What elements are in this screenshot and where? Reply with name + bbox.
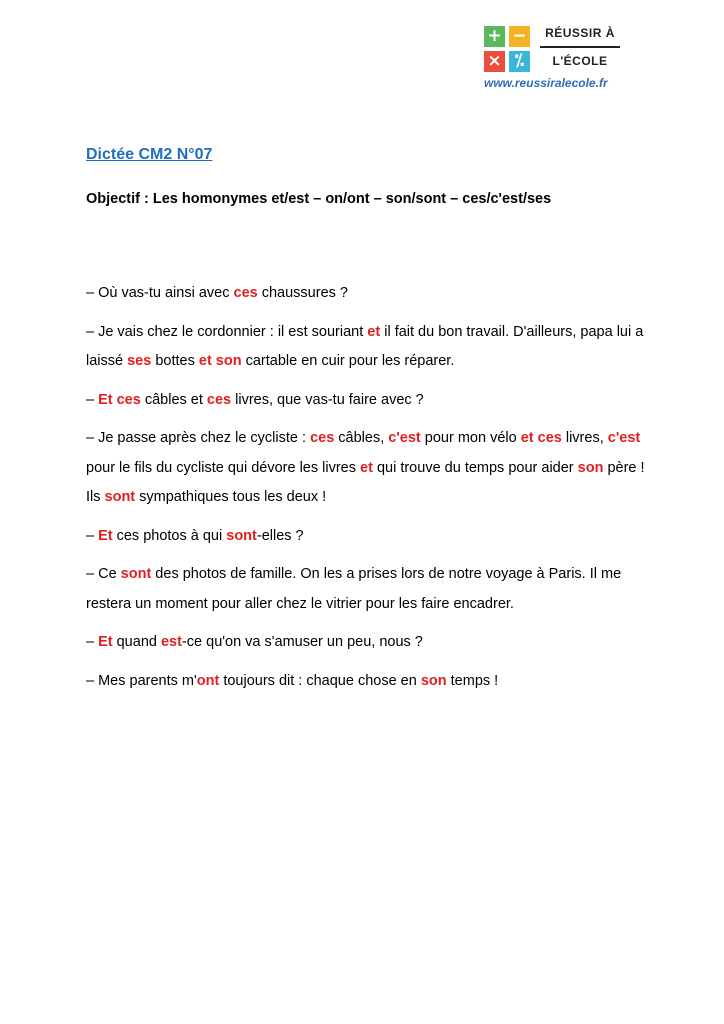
homonym-highlight: et ces <box>520 430 562 446</box>
homonym-highlight: et <box>360 459 373 476</box>
homonym-highlight: c'est <box>607 430 641 446</box>
dictation-paragraph <box>86 628 646 658</box>
text-segment: il fait du bon travail. D'ailleurs, papa lui a laissé <box>86 323 644 369</box>
site-logo <box>484 24 644 96</box>
logo-grid <box>484 26 530 72</box>
text-segment: – <box>86 391 99 408</box>
homonym-highlight: ont <box>196 672 220 689</box>
homonym-highlight: Et <box>98 527 113 544</box>
homonym-highlight: ces <box>233 285 258 301</box>
minus-icon: − <box>509 26 530 47</box>
homonym-highlight: son <box>577 459 604 476</box>
dictation-paragraph <box>86 279 646 309</box>
dictation-paragraph <box>86 318 646 377</box>
text-segment: pour mon vélo <box>420 430 521 446</box>
text-segment: ces photos à qui <box>112 527 227 544</box>
homonym-highlight: sont <box>120 566 152 582</box>
text-segment: sympathiques tous les deux ! <box>135 489 327 505</box>
text-segment: – Je passe après chez le cycliste : <box>86 430 311 446</box>
homonym-highlight: et <box>367 323 381 340</box>
text-segment: des photos de famille. On les a prises lors de notre voyage à Paris. Il me restera un moment pour aller chez le vitrier pour les faire encadrer. <box>86 566 622 612</box>
dictation-paragraph <box>86 667 646 697</box>
logo-url[interactable]: www.reussiralecole.fr <box>484 76 608 90</box>
homonym-highlight: et son <box>198 353 242 369</box>
homonym-highlight: est <box>160 634 182 650</box>
homonym-highlight: c'est <box>388 430 421 446</box>
logo-line-2: L'ÉCOLE <box>552 54 608 68</box>
text-segment: câbles, <box>334 430 389 446</box>
text-segment: cartable en cuir pour les réparer. <box>241 353 455 369</box>
text-segment: quand <box>112 634 161 650</box>
text-segment: – Mes parents m' <box>86 672 197 689</box>
text-segment: – Ce <box>86 566 121 582</box>
text-segment: -elles ? <box>256 527 304 544</box>
homonym-highlight: Et ces <box>98 391 141 408</box>
percent-icon: ⁒ <box>509 51 530 72</box>
text-segment: père ! Ils <box>86 459 645 505</box>
text-segment: livres, <box>561 430 608 446</box>
text-segment: chaussures ? <box>257 285 348 301</box>
homonym-highlight: son <box>420 672 447 689</box>
text-segment: bottes <box>151 353 199 369</box>
text-segment: qui trouve du temps pour aider <box>372 459 578 476</box>
homonym-highlight: sont <box>104 489 136 505</box>
homonym-highlight: ses <box>127 353 152 369</box>
homonym-highlight: Et <box>98 634 113 650</box>
text-segment: – <box>86 634 99 650</box>
text-segment: câbles et <box>140 391 207 408</box>
logo-line-1: RÉUSSIR À <box>545 26 615 40</box>
text-segment: livres, que vas-tu faire avec ? <box>231 391 424 408</box>
dictation-text <box>86 279 646 705</box>
text-segment: toujours dit : chaque chose en <box>219 672 421 689</box>
dictation-paragraph <box>86 386 646 416</box>
homonym-highlight: ces <box>310 430 335 446</box>
dictation-paragraph <box>86 522 646 552</box>
multiply-icon: × <box>484 51 505 72</box>
dictation-paragraph <box>86 424 646 513</box>
plus-icon: + <box>484 26 505 47</box>
text-segment: temps ! <box>446 672 499 689</box>
document-title: Dictée CM2 N°07 <box>86 146 213 163</box>
dictation-paragraph <box>86 560 646 619</box>
homonym-highlight: ces <box>206 391 232 408</box>
text-segment: – Je vais chez le cordonnier : il est souriant <box>86 323 368 340</box>
homonym-highlight: sont <box>226 527 257 544</box>
text-segment: – <box>86 527 99 544</box>
objective-text: Objectif : Les homonymes et/est – on/ont – son/sont – ces/c'est/ses <box>86 191 552 207</box>
text-segment: -ce qu'on va s'amuser un peu, nous ? <box>181 634 423 650</box>
text-segment: – Où vas-tu ainsi avec <box>86 285 234 301</box>
logo-divider <box>540 46 620 48</box>
text-segment: pour le fils du cycliste qui dévore les livres <box>86 459 361 476</box>
